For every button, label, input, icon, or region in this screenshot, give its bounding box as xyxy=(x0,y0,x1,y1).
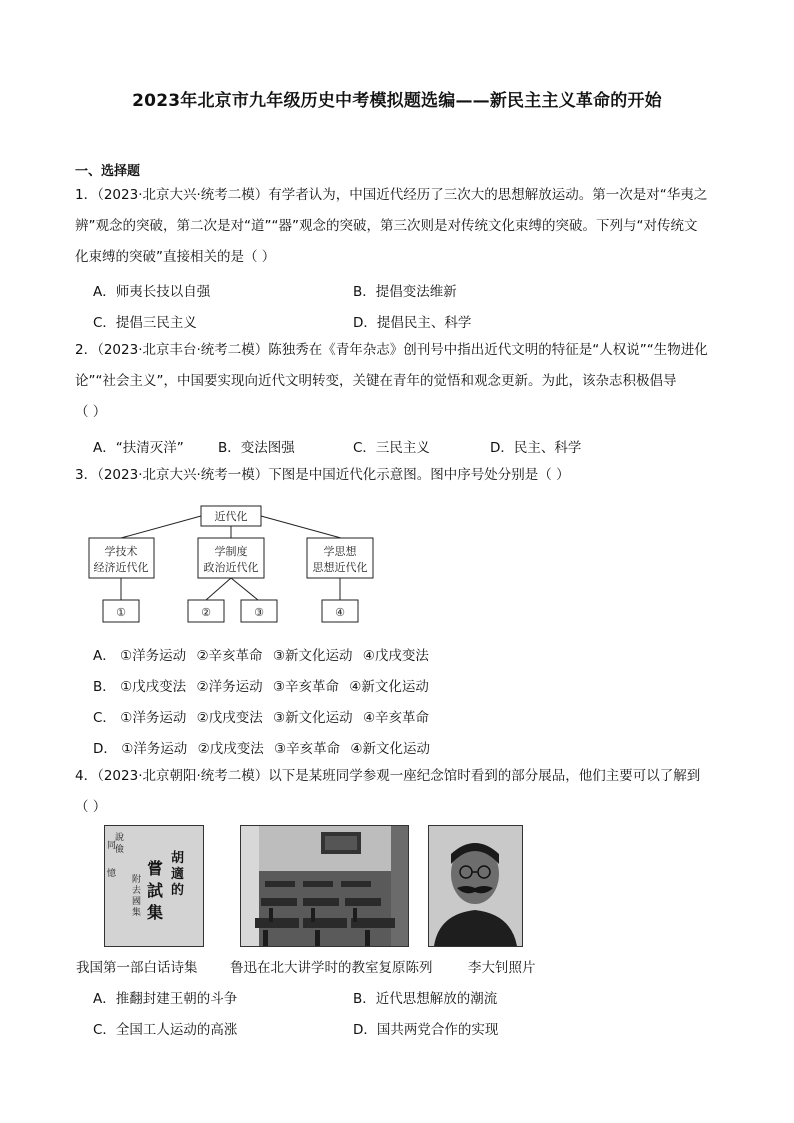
leaf-3: ③ xyxy=(254,606,264,619)
section-heading: 一、选择题 xyxy=(75,164,141,179)
svg-text:儉: 儉 xyxy=(115,845,125,855)
q2-option-c: C．三民主义 xyxy=(353,440,430,456)
caption-poetry: 我国第一部白话诗集 xyxy=(76,960,198,976)
leaf-4: ④ xyxy=(335,606,345,619)
diagram-root-label: 近代化 xyxy=(214,510,248,523)
question-4-stem xyxy=(75,761,725,823)
modernization-diagram xyxy=(86,500,386,625)
stem-line: （ ） xyxy=(75,799,107,815)
q1-option-d: D．提倡民主、科学 xyxy=(353,315,472,331)
q1-option-c: C．提倡三民主义 xyxy=(93,315,197,331)
question-2-stem xyxy=(75,335,725,428)
svg-text:同: 同 xyxy=(107,841,117,851)
branch-2-line1: 学制度 xyxy=(214,545,248,558)
branch-1-line1: 学技术 xyxy=(104,545,138,558)
q4-option-c: C．全国工人运动的高涨 xyxy=(93,1022,238,1038)
q2-option-d: D．民主、科学 xyxy=(490,440,582,456)
branch-1-line2: 经济近代化 xyxy=(93,561,149,574)
q4-option-b: B．近代思想解放的潮流 xyxy=(353,991,498,1007)
branch-2-line2: 政治近代化 xyxy=(203,561,259,574)
q4-option-a: A．推翻封建王朝的斗争 xyxy=(93,991,238,1007)
svg-text:適: 適 xyxy=(171,867,185,882)
q3-option-c: C． ①洋务运动 ②戊戌变法 ③新文化运动 ④辛亥革命 xyxy=(93,710,430,726)
stem-line: 论”“社会主义”，中国要实现向近代文明转变，关键在青年的觉悟和观念更新。为此，该杂志积极倡导 xyxy=(75,373,677,389)
svg-text:國: 國 xyxy=(132,897,142,907)
portrait-art xyxy=(429,826,522,946)
q3-option-a: A． ①洋务运动 ②辛亥革命 ③新文化运动 ④戊戌变法 xyxy=(93,648,429,664)
classroom-photo xyxy=(240,825,409,947)
leaf-1: ① xyxy=(116,606,126,619)
branch-3-line1: 学思想 xyxy=(323,545,357,558)
classroom-art xyxy=(241,826,408,946)
leaf-2: ② xyxy=(201,606,211,619)
q1-option-b: B．提倡变法维新 xyxy=(353,284,457,300)
page-title: 2023年北京市九年级历史中考模拟题选编——新民主主义革命的开始 xyxy=(132,91,662,111)
q4-option-d: D．国共两党合作的实现 xyxy=(353,1022,499,1038)
stem-line: （ ） xyxy=(75,404,107,420)
svg-text:附: 附 xyxy=(132,875,142,885)
caption-classroom: 鲁迅在北大讲学时的教室复原陈列 xyxy=(230,960,433,976)
q3-option-d: D． ①洋务运动 ②戊戌变法 ③辛亥革命 ④新文化运动 xyxy=(93,741,431,757)
q3-option-b: B． ①戊戌变法 ②洋务运动 ③辛亥革命 ④新文化运动 xyxy=(93,679,429,695)
q2-option-a: A．“扶清灭洋” xyxy=(93,440,184,456)
q1-option-a: A．师夷长技以自强 xyxy=(93,284,211,300)
book-cover-art xyxy=(105,826,203,946)
svg-text:集: 集 xyxy=(147,903,164,922)
svg-text:去: 去 xyxy=(132,886,142,896)
stem-line: 辨”观念的突破，第二次是对“道”“器”观念的突破，第三次则是对传统文化束缚的突破。下列与“对传统文 xyxy=(75,218,698,234)
branch-3-line2: 思想近代化 xyxy=(312,561,368,574)
stem-line: 化束缚的突破”直接相关的是（ ） xyxy=(75,249,276,265)
stem-line: 4．（2023·北京朝阳·统考二模）以下是某班同学参观一座纪念馆时看到的部分展品，他们主要可以了解到 xyxy=(75,768,701,784)
question-1-stem xyxy=(75,180,725,273)
svg-text:試: 試 xyxy=(147,881,164,900)
svg-text:的: 的 xyxy=(171,883,185,898)
stem-line: 3．（2023·北京大兴·统考一模）下图是中国近代化示意图。图中序号处分别是（ ） xyxy=(75,467,570,483)
stem-line: 1．（2023·北京大兴·统考二模）有学者认为，中国近代经历了三次大的思想解放运动。第一次是对“华夷之 xyxy=(75,187,708,203)
svg-text:憶: 憶 xyxy=(107,869,117,879)
portrait-photo xyxy=(428,825,523,947)
svg-text:說: 說 xyxy=(115,833,125,843)
svg-text:集: 集 xyxy=(132,908,142,918)
book-cover-image xyxy=(104,825,204,947)
svg-text:胡: 胡 xyxy=(171,851,185,866)
stem-line: 2．（2023·北京丰台·统考二模）陈独秀在《青年杂志》创刊号中指出近代文明的特征是“人权说”“生物进化 xyxy=(75,342,708,358)
question-3-stem xyxy=(75,460,725,491)
caption-portrait: 李大钊照片 xyxy=(468,960,536,976)
q2-option-b: B．变法图强 xyxy=(218,440,295,456)
svg-text:嘗: 嘗 xyxy=(147,859,164,878)
